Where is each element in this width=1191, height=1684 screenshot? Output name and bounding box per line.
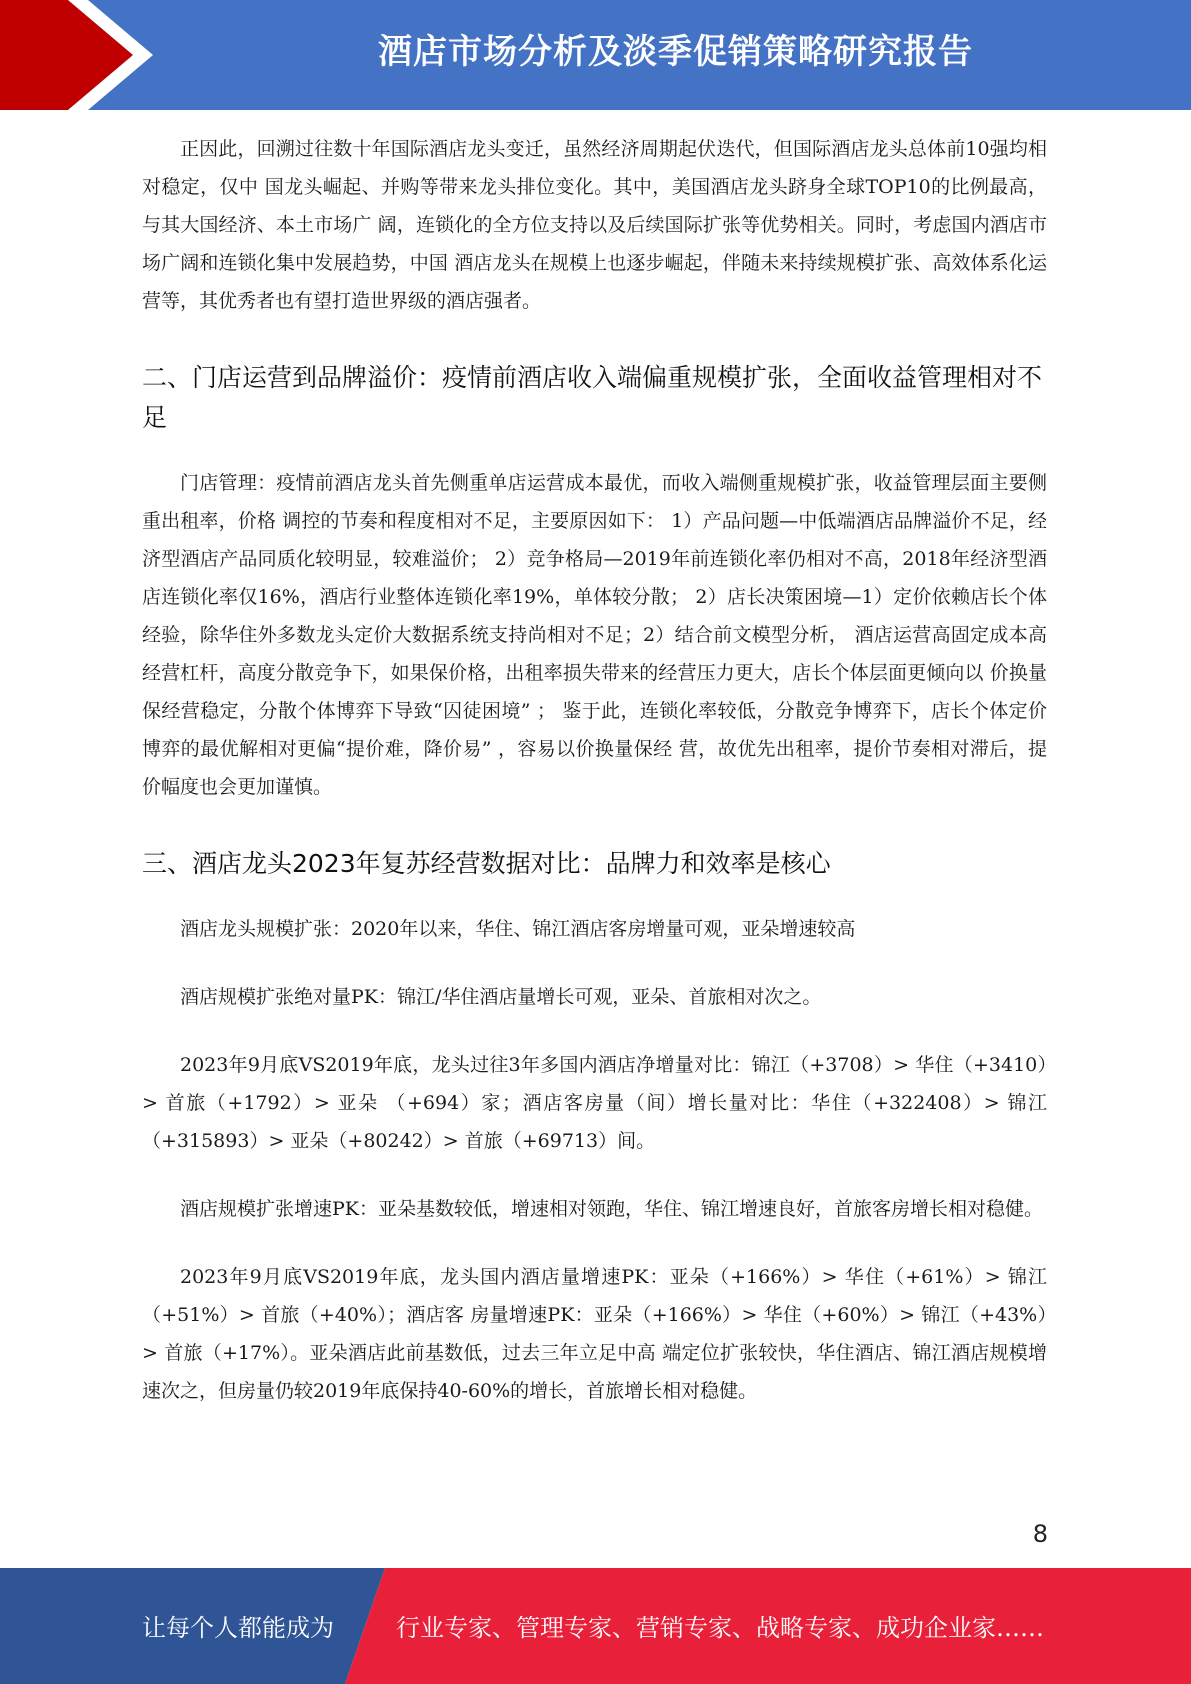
intro-paragraph: 正因此，回溯过往数十年国际酒店龙头变迁，虽然经济周期起伏迭代，但国际酒店龙头总体前10强均相对稳定，仅中 国龙头崛起、并购等带来龙头排位变化。其中，美国酒店龙头跻身全球TOP10的比例最高，与其大国经济、本土市场广 阔，连锁化的全方位支持以及后续国际扩张等优势相关。同时，考虑国内酒店市场广阔和连锁化集中发展趋势，中国 酒店龙头在规模上也逐步崛起，伴随未来持续规模扩张、高效体系化运营等，其优秀者也有望打造世界级的酒店强者。 — [142, 138, 1047, 312]
header-chevron-decoration — [0, 0, 170, 110]
section-3-paragraph-3: 2023年9月底VS2019年底，龙头过往3年多国内酒店净增量对比：锦江（+3708）> 华住（+3410）> 首旅（+1792）> 亚朵 （+694）家；酒店客房量（间）增长量对比：华住（+322408）> 锦江（+315893）> 亚朵（+80242）> 首旅（+69713）间。 — [142, 1054, 1047, 1152]
main-content — [142, 130, 1047, 1440]
section-3-heading: 三、酒店龙头2023年复苏经营数据对比：品牌力和效率是核心 — [142, 849, 831, 878]
footer-slogan-left: 让每个人都能成为 — [142, 1614, 334, 1642]
section-3-paragraph-2: 酒店规模扩张绝对量PK：锦江/华住酒店量增长可观，亚朵、首旅相对次之。 — [180, 986, 822, 1008]
page-number: 8 — [1032, 1520, 1048, 1548]
section-2-paragraph: 门店管理：疫情前酒店龙头首先侧重单店运营成本最优，而收入端侧重规模扩张，收益管理层面主要侧重出租率，价格 调控的节奏和程度相对不足，主要原因如下： 1）产品问题—中低端酒店品牌溢价不足，经济型酒店产品同质化较明显，较难溢价； 2）竞争格局—2019年前连锁化率仍相对不高，2018年经济型酒店连锁化率仅16%，酒店行业整体连锁化率19%，单体较分散； 2）店长决策困境—1）定价依赖店长个体经验，除华住外多数龙头定价大数据系统支持尚相对不足；2）结合前文模型分析， 酒店运营高固定成本高经营杠杆，高度分散竞争下，如果保价格，出租率损失带来的经营压力更大，店长个体层面更倾向以 价换量保经营稳定，分散个体博弈下导致“囚徒困境” ； 鉴于此，连锁化率较低，分散竞争博弈下，店长个体定价博弈的最优解相对更偏“提价难，降价易” ，容易以价换量保经 营，故优先出租率，提价节奏相对滞后，提价幅度也会更加谨慎。 — [142, 472, 1047, 798]
footer-slogan-right: 行业专家、管理专家、营销专家、战略专家、成功企业家…… — [396, 1614, 1044, 1642]
section-3-paragraph-4: 酒店规模扩张增速PK：亚朵基数较低，增速相对领跑，华住、锦江增速良好，首旅客房增长相对稳健。 — [180, 1198, 1043, 1220]
section-2-heading: 二、门店运营到品牌溢价：疫情前酒店收入端偏重规模扩张，全面收益管理相对不足 — [142, 363, 1043, 432]
section-3-paragraph-1: 酒店龙头规模扩张：2020年以来，华住、锦江酒店客房增量可观，亚朵增速较高 — [180, 918, 856, 940]
section-3-paragraph-5: 2023年9月底VS2019年底，龙头国内酒店量增速PK：亚朵（+166%）> 华住（+61%）> 锦江（+51%）> 首旅（+40%）；酒店客 房量增速PK：亚朵（+166%）> 华住（+60%）> 锦江（+43%）> 首旅（+17%）。亚朵酒店此前基数低，过去三年立足中高 端定位扩张较快，华住酒店、锦江酒店规模增速次之，但房量仍较2019年底保持40-60%的增长，首旅增长相对稳健。 — [142, 1266, 1047, 1402]
report-title: 酒店市场分析及淡季促销策略研究报告 — [378, 32, 973, 72]
page-header — [0, 0, 1191, 110]
page-footer — [0, 1568, 1191, 1684]
